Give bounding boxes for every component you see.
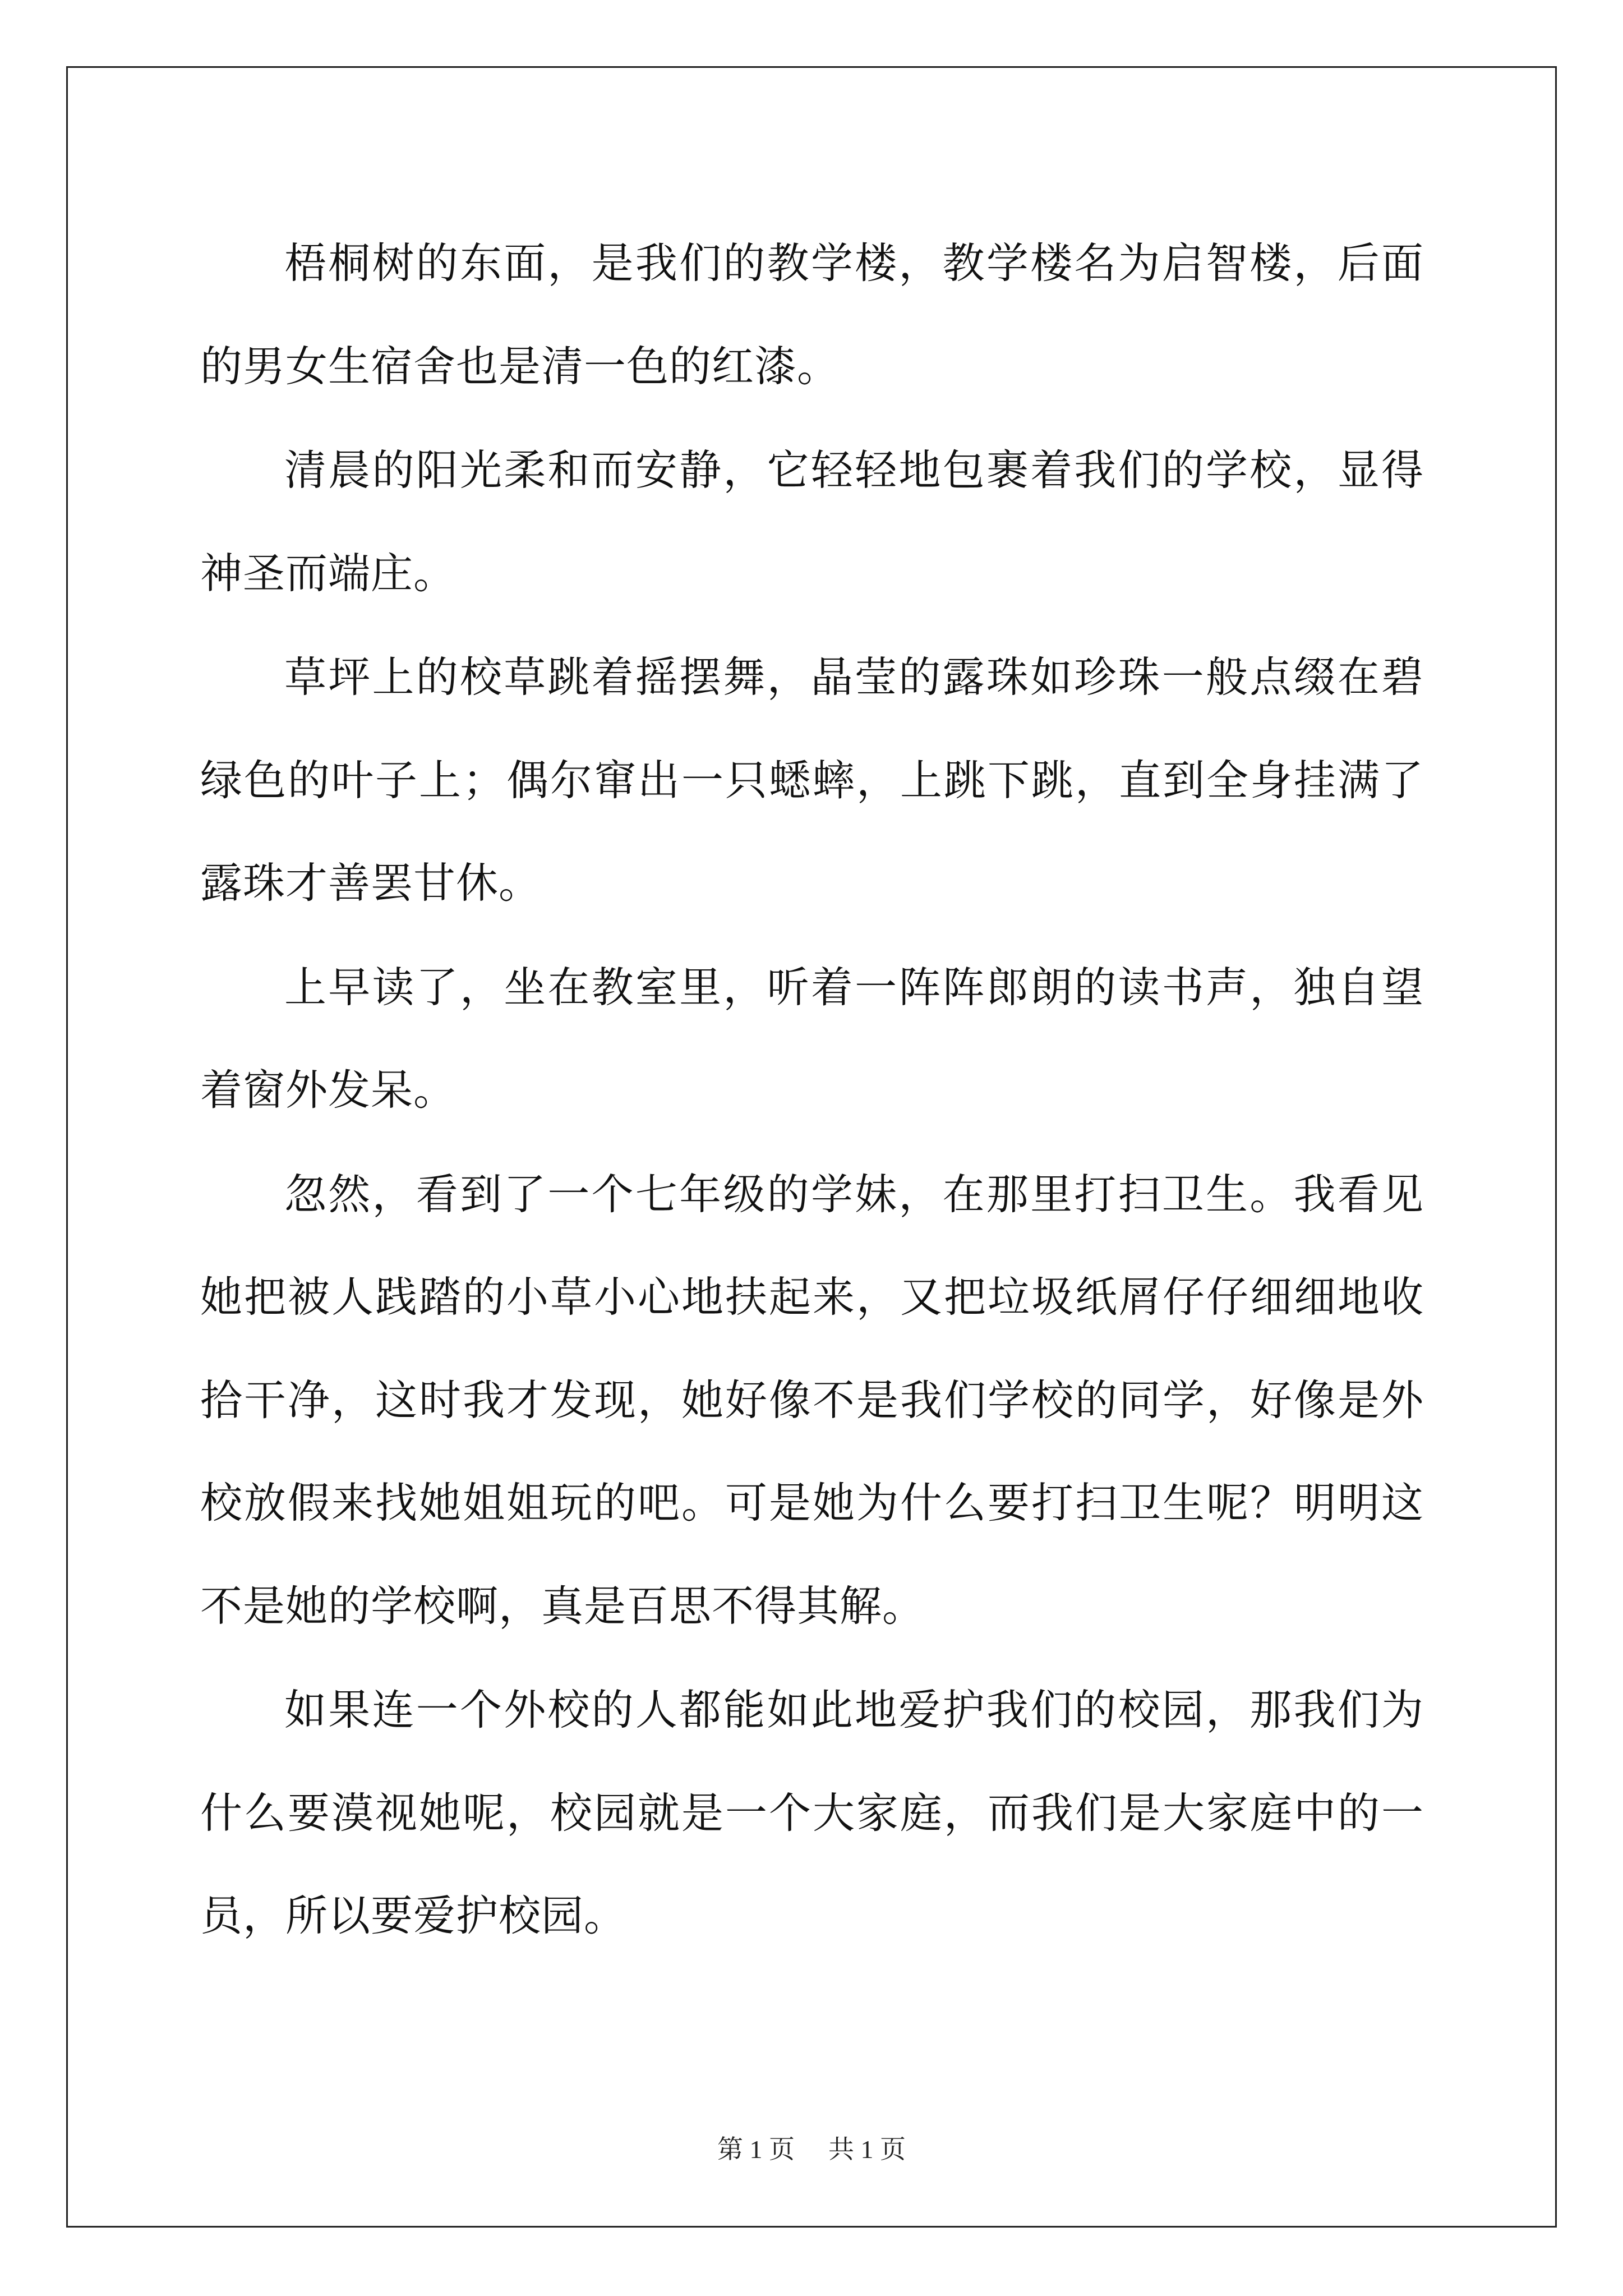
paragraph-5: 忽然，看到了一个七年级的学妹，在那里打扫卫生。我看见她把被人践踏的小草小心地扶起来，又把垃圾纸屑仔仔细细地收拾干净，这时我才发现，她好像不是我们学校的同学，好像是外校放假来找她姐姐玩的吧。可是她为什么要打扫卫生呢？明明这不是她的学校啊，真是百思不得其解。: [200, 1169, 1424, 1631]
page-number: 第 1 页: [717, 2135, 795, 2164]
paragraph-3: 草坪上的校草跳着摇摆舞，晶莹的露珠如珍珠一般点缀在碧绿色的叶子上；偶尔窜出一只蟋蟀，上跳下跳，直到全身挂满了露珠才善罢甘休。: [200, 652, 1424, 908]
paragraph-4: 上早读了，坐在教室里，听着一阵阵郎朗的读书声，独自望着窗外发呆。: [200, 962, 1424, 1115]
document-body: [200, 212, 1424, 1969]
paragraph-1: 梧桐树的东面，是我们的教学楼，教学楼名为启智楼，后面的男女生宿舍也是清一色的红漆。: [200, 238, 1424, 391]
page-total: 共 1 页: [828, 2135, 906, 2164]
paragraph-2: 清晨的阳光柔和而安静，它轻轻地包裹着我们的学校，显得神圣而端庄。: [200, 445, 1424, 598]
page-footer: [0, 2129, 1623, 2166]
paragraph-6: 如果连一个外校的人都能如此地爱护我们的校园，那我们为什么要漠视她呢，校园就是一个大家庭，而我们是大家庭中的一员，所以要爱护校园。: [200, 1685, 1424, 1940]
